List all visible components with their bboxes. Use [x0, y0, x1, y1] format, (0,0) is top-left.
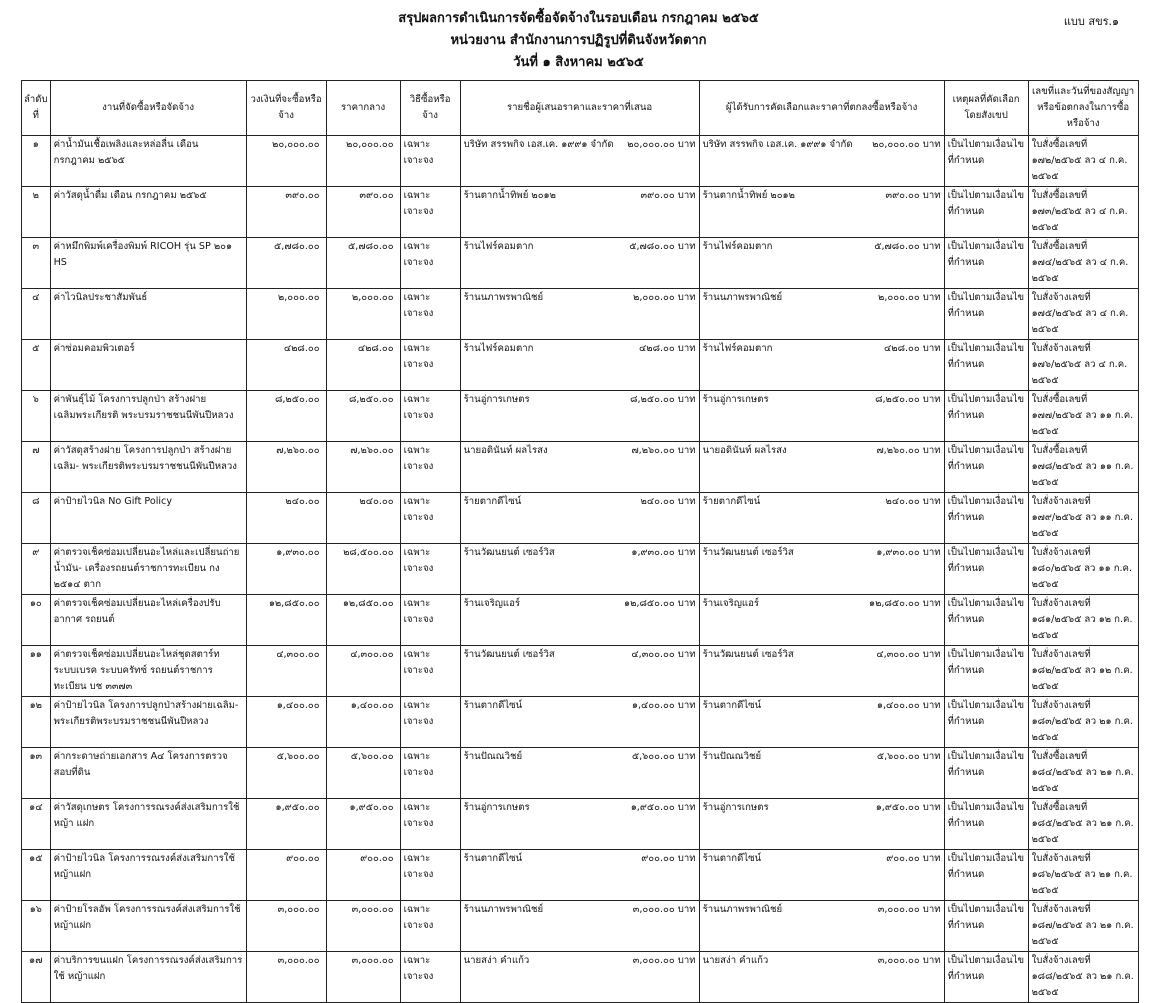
row-item: ค่าป้ายไวนิล No Gift Policy [50, 493, 246, 544]
col-median: ราคากลาง [326, 81, 400, 136]
col-contract: เลขที่และวันที่ของสัญญาหรือข้อตกลงในการซื้อหรือจ้าง [1028, 81, 1138, 136]
row-bidder-cell [460, 340, 699, 391]
row-contract: ใบสั่งจ้างเลขที่ ๑๘๖/๒๕๖๕ ลว ๒๑ ก.ค. ๒๕๖๕ [1028, 850, 1138, 901]
row-bid: ๓๙๐.๐๐ บาท [640, 190, 696, 201]
row-method: เฉพาะเจาะจง [400, 187, 460, 238]
row-win: ๔๒๘.๐๐ บาท [883, 343, 941, 354]
row-budget: ๕,๗๘๐.๐๐ [246, 238, 326, 289]
row-bidder: ร้านตากดีไซน์ [463, 700, 523, 711]
row-bidder-cell [460, 952, 699, 1003]
row-no: ๑๗ [22, 952, 51, 1003]
row-median: ๔,๓๐๐.๐๐ [326, 646, 400, 697]
form-code: แบบ สขร.๑ [1063, 15, 1119, 28]
row-bidder-cell [460, 646, 699, 697]
row-bidder: ร้านไฟร์คอมตาก [463, 241, 534, 252]
row-bid: ๔,๓๐๐.๐๐ บาท [631, 649, 696, 660]
row-bid: ๕,๗๘๐.๐๐ บาท [629, 241, 696, 252]
row-bidder: ร้านวัฒนยนต์ เซอร์วิส [463, 649, 555, 660]
row-contract: ใบสั่งจ้างเลขที่ ๑๘๓/๒๕๖๕ ลว ๒๑ ก.ค. ๒๕๖๕ [1028, 697, 1138, 748]
row-win: ๕,๖๐๐.๐๐ บาท [876, 751, 941, 762]
row-bid: ๑,๙๓๐.๐๐ บาท [631, 547, 696, 558]
row-win: ๔,๓๐๐.๐๐ บาท [876, 649, 941, 660]
row-winner: ร้านนภาพรพาณิชย์ [702, 904, 783, 915]
table-row [22, 544, 1139, 595]
row-budget: ๓๙๐.๐๐ [246, 187, 326, 238]
row-bid: ๑๒,๘๕๐.๐๐ บาท [624, 598, 696, 609]
row-reason: เป็นไปตามเงื่อนไขที่กำหนด [944, 697, 1028, 748]
row-reason: เป็นไปตามเงื่อนไขที่กำหนด [944, 238, 1028, 289]
row-item: ค่าป้ายไวนิล โครงการรณรงค์ส่งเสริมการใช้หญ้าแฝก [50, 850, 246, 901]
row-winner: ร้านอู่การเกษตร [702, 802, 769, 813]
row-item: ค่าบริการขนแฝก โครงการรณรงค์ส่งเสริมการใช้ หญ้าแฝก [50, 952, 246, 1003]
row-win: ๓๙๐.๐๐ บาท [885, 190, 941, 201]
agency-name: หน่วยงาน สำนักงานการปฏิรูปที่ดินจังหวัดตาก [450, 33, 707, 48]
table-row [22, 850, 1139, 901]
row-no: ๒ [22, 187, 51, 238]
row-method: เฉพาะเจาะจง [400, 289, 460, 340]
row-bidder-cell [460, 544, 699, 595]
row-winner: นายอดินันท์ ผลไรสง [702, 445, 787, 456]
row-reason: เป็นไปตามเงื่อนไขที่กำหนด [944, 340, 1028, 391]
row-bidder-cell [460, 697, 699, 748]
col-bidders: รายชื่อผู้เสนอราคาและราคาที่เสนอ [460, 81, 699, 136]
row-winner: ร้านตากน้ำทิพย์ ๒๐๑๒ [702, 190, 795, 201]
row-winner: ร้านนภาพรพาณิชย์ [702, 292, 783, 303]
row-bidder: ร้านปัณณวิชย์ [463, 751, 523, 762]
row-win: ๑,๙๓๐.๐๐ บาท [876, 547, 941, 558]
row-budget: ๒๐,๐๐๐.๐๐ [246, 136, 326, 187]
row-method: เฉพาะเจาะจง [400, 697, 460, 748]
row-budget: ๑๒,๘๕๐.๐๐ [246, 595, 326, 646]
row-budget: ๒,๐๐๐.๐๐ [246, 289, 326, 340]
row-reason: เป็นไปตามเงื่อนไขที่กำหนด [944, 952, 1028, 1003]
procurement-table [21, 80, 1139, 1003]
row-win: ๒๔๐.๐๐ บาท [885, 496, 941, 507]
row-bidder-cell [460, 442, 699, 493]
row-median: ๘,๒๕๐.๐๐ [326, 391, 400, 442]
row-contract: ใบสั่งซื้อเลขที่ ๑๗๗/๒๕๖๕ ลว ๑๑ ก.ค. ๒๕๖๕ [1028, 391, 1138, 442]
table-row [22, 748, 1139, 799]
row-win: ๑๒,๘๕๐.๐๐ บาท [869, 598, 941, 609]
table-row [22, 136, 1139, 187]
row-contract: ใบสั่งจ้างเลขที่ ๑๘๐/๒๕๖๕ ลว ๑๑ ก.ค. ๒๕๖๕ [1028, 544, 1138, 595]
procurement-table-wrap [21, 80, 1139, 1003]
row-budget: ๙๐๐.๐๐ [246, 850, 326, 901]
row-win: ๘,๒๕๐.๐๐ บาท [875, 394, 941, 405]
row-bidder-cell [460, 238, 699, 289]
row-winner-cell [699, 442, 944, 493]
row-budget: ๔,๓๐๐.๐๐ [246, 646, 326, 697]
row-median: ๙๐๐.๐๐ [326, 850, 400, 901]
row-item: ค่าวัสดุเกษตร โครงการรณรงค์ส่งเสริมการใช้หญ้า แฝก [50, 799, 246, 850]
row-bidder: ร้านตากดีไซน์ [463, 853, 523, 864]
table-row [22, 952, 1139, 1003]
row-winner-cell [699, 187, 944, 238]
row-winner-cell [699, 544, 944, 595]
row-win: ๓,๐๐๐.๐๐ บาท [877, 955, 941, 966]
row-reason: เป็นไปตามเงื่อนไขที่กำหนด [944, 289, 1028, 340]
row-item: ค่ากระดาษถ่ายเอกสาร A๔ โครงการตรวจสอบที่ดิน [50, 748, 246, 799]
row-no: ๑ [22, 136, 51, 187]
row-contract: ใบสั่งซื้อเลขที่ ๑๘๔/๒๕๖๕ ลว ๒๑ ก.ค. ๒๕๖๕ [1028, 748, 1138, 799]
row-bid: ๑,๙๕๐.๐๐ บาท [630, 802, 696, 813]
row-method: เฉพาะเจาะจง [400, 493, 460, 544]
row-median: ๑,๔๐๐.๐๐ [326, 697, 400, 748]
table-row [22, 238, 1139, 289]
row-contract: ใบสั่งซื้อเลขที่ ๑๘๕/๒๕๖๕ ลว ๒๑ ก.ค. ๒๕๖๕ [1028, 799, 1138, 850]
row-budget: ๓,๐๐๐.๐๐ [246, 901, 326, 952]
row-contract: ใบสั่งจ้างเลขที่ ๑๗๖/๒๕๖๕ ลว ๔ ก.ค. ๒๕๖๕ [1028, 340, 1138, 391]
row-no: ๘ [22, 493, 51, 544]
row-reason: เป็นไปตามเงื่อนไขที่กำหนด [944, 748, 1028, 799]
row-bidder: ร้ายตากดีไซน์ [463, 496, 522, 507]
row-method: เฉพาะเจาะจง [400, 799, 460, 850]
table-row [22, 901, 1139, 952]
row-contract: ใบสั่งจ้างเลขที่ ๑๘๘/๒๕๖๕ ลว ๒๑ ก.ค. ๒๕๖๕ [1028, 952, 1138, 1003]
report-date: วันที่ ๑ สิงหาคม ๒๕๖๕ [513, 55, 644, 70]
table-row [22, 391, 1139, 442]
row-no: ๓ [22, 238, 51, 289]
row-item: ค่าหมึกพิมพ์เครื่องพิมพ์ RICOH รุ่น SP ๒๐๑ HS [50, 238, 246, 289]
row-winner-cell [699, 952, 944, 1003]
row-median: ๑๒,๘๕๐.๐๐ [326, 595, 400, 646]
row-contract: ใบสั่งซื้อเลขที่ ๑๗๓/๒๕๖๕ ลว ๔ ก.ค. ๒๕๖๕ [1028, 187, 1138, 238]
row-median: ๓,๐๐๐.๐๐ [326, 901, 400, 952]
row-win: ๑,๙๕๐.๐๐ บาท [875, 802, 941, 813]
row-winner-cell [699, 748, 944, 799]
row-winner: นายสง่า คำแก้ว [702, 955, 769, 966]
row-item: ค่าน้ำมันเชื้อเพลิงและหล่อลื่น เดือน กรกฎาคม ๒๕๖๕ [50, 136, 246, 187]
row-median: ๗,๒๖๐.๐๐ [326, 442, 400, 493]
table-row [22, 289, 1139, 340]
row-no: ๑๑ [22, 646, 51, 697]
row-bidder-cell [460, 595, 699, 646]
row-no: ๑๕ [22, 850, 51, 901]
table-row [22, 646, 1139, 697]
row-winner: ร้านไฟร์คอมตาก [702, 241, 773, 252]
row-budget: ๑,๙๓๐.๐๐ [246, 544, 326, 595]
row-method: เฉพาะเจาะจง [400, 901, 460, 952]
table-row [22, 442, 1139, 493]
row-bidder: ร้านอู่การเกษตร [463, 802, 530, 813]
row-bid: ๒,๐๐๐.๐๐ บาท [633, 292, 696, 303]
row-reason: เป็นไปตามเงื่อนไขที่กำหนด [944, 901, 1028, 952]
row-winner-cell [699, 697, 944, 748]
row-median: ๑,๙๕๐.๐๐ [326, 799, 400, 850]
row-item: ค่าซ่อมคอมพิวเตอร์ [50, 340, 246, 391]
row-winner: ร้านตากดีไซน์ [702, 853, 762, 864]
row-budget: ๗,๒๖๐.๐๐ [246, 442, 326, 493]
row-bidder: ร้านตากน้ำทิพย์ ๒๐๑๒ [463, 190, 556, 201]
row-item: ค่าวัสดุสร้างฝาย โครงการปลูกป่า สร้างฝายเฉลิม- พระเกียรติพระบรมราชชนนีพันปีหลวง [50, 442, 246, 493]
row-item: ค่าตรวจเช็คซ่อมเปลี่ยนอะไหล่และเปลี่ยนถ่ายน้ำมัน- เครื่องรถยนต์ราชการทะเบียน กง ๒๕๑๔ ตาก [50, 544, 246, 595]
row-winner: ร้านเจริญแอร์ [702, 598, 760, 609]
row-median: ๕,๖๐๐.๐๐ [326, 748, 400, 799]
row-bidder: ร้านนภาพรพาณิชย์ [463, 904, 544, 915]
row-bid: ๙๐๐.๐๐ บาท [641, 853, 696, 864]
col-item: งานที่จัดซื้อหรือจัดจ้าง [50, 81, 246, 136]
row-winner-cell [699, 493, 944, 544]
row-bidder-cell [460, 187, 699, 238]
row-contract: ใบสั่งซื้อเลขที่ ๑๗๘/๒๕๖๕ ลว ๑๑ ก.ค. ๒๕๖๕ [1028, 442, 1138, 493]
row-budget: ๕,๖๐๐.๐๐ [246, 748, 326, 799]
row-reason: เป็นไปตามเงื่อนไขที่กำหนด [944, 595, 1028, 646]
row-bidder-cell [460, 901, 699, 952]
row-bidder-cell [460, 289, 699, 340]
row-contract: ใบสั่งจ้างเลขที่ ๑๗๕/๒๕๖๕ ลว ๔ ก.ค. ๒๕๖๕ [1028, 289, 1138, 340]
row-median: ๕,๗๘๐.๐๐ [326, 238, 400, 289]
row-item: ค่าวัสดุน้ำดื่ม เดือน กรกฎาคม ๒๕๖๕ [50, 187, 246, 238]
row-bidder: บริษัท สรรพกิจ เอส.เค. ๑๙๙๑ จำกัด [463, 139, 614, 150]
row-no: ๗ [22, 442, 51, 493]
row-bidder: ร้านไฟร์คอมตาก [463, 343, 534, 354]
report-title: สรุปผลการดำเนินการจัดซื้อจัดจ้างในรอบเดือน กรกฎาคม ๒๕๖๕ [398, 11, 759, 26]
row-median: ๓,๐๐๐.๐๐ [326, 952, 400, 1003]
table-row [22, 340, 1139, 391]
row-method: เฉพาะเจาะจง [400, 442, 460, 493]
row-no: ๙ [22, 544, 51, 595]
row-win: ๒๐,๐๐๐.๐๐ บาท [872, 139, 941, 150]
row-contract: ใบสั่งจ้างเลขที่ ๑๘๒/๒๕๖๕ ลว ๑๒ ก.ค. ๒๕๖๕ [1028, 646, 1138, 697]
row-no: ๑๒ [22, 697, 51, 748]
row-bid: ๕,๖๐๐.๐๐ บาท [631, 751, 696, 762]
row-method: เฉพาะเจาะจง [400, 340, 460, 391]
col-budget: วงเงินที่จะซื้อหรือจ้าง [246, 81, 326, 136]
row-bidder: ร้านวัฒนยนต์ เซอร์วิส [463, 547, 555, 558]
row-no: ๕ [22, 340, 51, 391]
row-bid: ๒๔๐.๐๐ บาท [640, 496, 696, 507]
row-bid: ๓,๐๐๐.๐๐ บาท [632, 955, 696, 966]
row-median: ๓๙๐.๐๐ [326, 187, 400, 238]
row-bidder-cell [460, 493, 699, 544]
row-bid: ๒๐,๐๐๐.๐๐ บาท [627, 139, 696, 150]
row-median: ๒๔๐.๐๐ [326, 493, 400, 544]
row-bid: ๓,๐๐๐.๐๐ บาท [632, 904, 696, 915]
row-bidder-cell [460, 748, 699, 799]
row-contract: ใบสั่งจ้างเลขที่ ๑๘๗/๒๕๖๕ ลว ๒๑ ก.ค. ๒๕๖๕ [1028, 901, 1138, 952]
col-method: วิธีซื้อหรือจ้าง [400, 81, 460, 136]
row-budget: ๒๔๐.๐๐ [246, 493, 326, 544]
row-contract: ใบสั่งจ้างเลขที่ ๑๗๙/๒๕๖๕ ลว ๑๑ ก.ค. ๒๕๖๕ [1028, 493, 1138, 544]
row-method: เฉพาะเจาะจง [400, 646, 460, 697]
row-no: ๑๔ [22, 799, 51, 850]
row-contract: ใบสั่งซื้อเลขที่ ๑๗๒/๒๕๖๕ ลว ๔ ก.ค. ๒๕๖๕ [1028, 136, 1138, 187]
row-median: ๒๘,๕๐๐.๐๐ [326, 544, 400, 595]
row-item: ค่าไวนิลประชาสัมพันธ์ [50, 289, 246, 340]
row-winner-cell [699, 646, 944, 697]
row-win: ๕,๗๘๐.๐๐ บาท [874, 241, 941, 252]
row-bidder: ร้านอู่การเกษตร [463, 394, 530, 405]
row-bid: ๘,๒๕๐.๐๐ บาท [630, 394, 696, 405]
row-winner: ร้านไฟร์คอมตาก [702, 343, 773, 354]
row-bidder: ร้านเจริญแอร์ [463, 598, 521, 609]
row-contract: ใบสั่งซื้อเลขที่ ๑๗๔/๒๕๖๕ ลว ๔ ก.ค. ๒๕๖๕ [1028, 238, 1138, 289]
row-reason: เป็นไปตามเงื่อนไขที่กำหนด [944, 493, 1028, 544]
col-no: ลำดับที่ [22, 81, 51, 136]
row-winner: ร้ายตากดีไซน์ [702, 496, 761, 507]
row-bidder: นายอดินันท์ ผลไรสง [463, 445, 548, 456]
row-win: ๗,๒๖๐.๐๐ บาท [876, 445, 941, 456]
row-no: ๑๖ [22, 901, 51, 952]
row-winner-cell [699, 289, 944, 340]
row-method: เฉพาะเจาะจง [400, 238, 460, 289]
row-median: ๔๒๘.๐๐ [326, 340, 400, 391]
row-winner: ร้านตากดีไซน์ [702, 700, 762, 711]
row-budget: ๔๒๘.๐๐ [246, 340, 326, 391]
table-row [22, 799, 1139, 850]
row-reason: เป็นไปตามเงื่อนไขที่กำหนด [944, 646, 1028, 697]
row-contract: ใบสั่งจ้างเลขที่ ๑๘๑/๒๕๖๕ ลว ๑๒ ก.ค. ๒๕๖๕ [1028, 595, 1138, 646]
row-bidder-cell [460, 799, 699, 850]
row-winner-cell [699, 391, 944, 442]
row-bid: ๑,๔๐๐.๐๐ บาท [631, 700, 696, 711]
row-reason: เป็นไปตามเงื่อนไขที่กำหนด [944, 544, 1028, 595]
row-win: ๙๐๐.๐๐ บาท [886, 853, 941, 864]
row-reason: เป็นไปตามเงื่อนไขที่กำหนด [944, 799, 1028, 850]
row-bidder: ร้านนภาพรพาณิชย์ [463, 292, 544, 303]
row-bid: ๔๒๘.๐๐ บาท [638, 343, 696, 354]
row-winner: ร้านวัฒนยนต์ เซอร์วิส [702, 649, 794, 660]
row-reason: เป็นไปตามเงื่อนไขที่กำหนด [944, 187, 1028, 238]
row-winner: บริษัท สรรพกิจ เอส.เค. ๑๙๙๑ จำกัด [702, 139, 853, 150]
row-method: เฉพาะเจาะจง [400, 136, 460, 187]
row-item: ค่าป้ายโรลอัพ โครงการรณรงค์ส่งเสริมการใช้หญ้าแฝก [50, 901, 246, 952]
row-winner: ร้านปัณณวิชย์ [702, 751, 762, 762]
row-method: เฉพาะเจาะจง [400, 595, 460, 646]
row-method: เฉพาะเจาะจง [400, 850, 460, 901]
row-no: ๖ [22, 391, 51, 442]
row-win: ๓,๐๐๐.๐๐ บาท [877, 904, 941, 915]
report-header [0, 8, 1157, 74]
row-median: ๒,๐๐๐.๐๐ [326, 289, 400, 340]
row-reason: เป็นไปตามเงื่อนไขที่กำหนด [944, 850, 1028, 901]
row-bidder-cell [460, 850, 699, 901]
row-item: ค่าป้ายไวนิล โครงการปลูกป่าสร้างฝายเฉลิม- พระเกียรติพระบรมราชชนนีพันปีหลวง [50, 697, 246, 748]
col-reason: เหตุผลที่คัดเลือกโดยสังเขป [944, 81, 1028, 136]
row-winner-cell [699, 901, 944, 952]
row-winner: ร้านอู่การเกษตร [702, 394, 769, 405]
row-method: เฉพาะเจาะจง [400, 391, 460, 442]
header-row [22, 81, 1139, 136]
row-reason: เป็นไปตามเงื่อนไขที่กำหนด [944, 391, 1028, 442]
table-row [22, 493, 1139, 544]
row-winner: ร้านวัฒนยนต์ เซอร์วิส [702, 547, 794, 558]
row-reason: เป็นไปตามเงื่อนไขที่กำหนด [944, 442, 1028, 493]
table-body [22, 136, 1139, 1003]
row-no: ๔ [22, 289, 51, 340]
row-budget: ๑,๙๕๐.๐๐ [246, 799, 326, 850]
row-winner-cell [699, 340, 944, 391]
row-winner-cell [699, 136, 944, 187]
row-no: ๑๓ [22, 748, 51, 799]
row-bidder-cell [460, 136, 699, 187]
row-budget: ๘,๒๕๐.๐๐ [246, 391, 326, 442]
row-bid: ๗,๒๖๐.๐๐ บาท [631, 445, 696, 456]
row-winner-cell [699, 850, 944, 901]
row-win: ๑,๔๐๐.๐๐ บาท [876, 700, 941, 711]
row-method: เฉพาะเจาะจง [400, 952, 460, 1003]
table-row [22, 595, 1139, 646]
row-winner-cell [699, 799, 944, 850]
row-winner-cell [699, 238, 944, 289]
row-item: ค่าพันธุ์ไม้ โครงการปลูกป่า สร้างฝายเฉลิมพระเกียรติ พระบรมราชชนนีพันปีหลวง [50, 391, 246, 442]
row-win: ๒,๐๐๐.๐๐ บาท [878, 292, 941, 303]
row-budget: ๓,๐๐๐.๐๐ [246, 952, 326, 1003]
row-reason: เป็นไปตามเงื่อนไขที่กำหนด [944, 136, 1028, 187]
row-item: ค่าตรวจเช็คซ่อมเปลี่ยนอะไหล่ชุดสตาร์ท ระบบเบรค ระบบครัทซ์ รถยนต์ราชการทะเบียน บช ๓๓๗๓ [50, 646, 246, 697]
table-row [22, 187, 1139, 238]
row-bidder: นายสง่า คำแก้ว [463, 955, 530, 966]
row-median: ๒๐,๐๐๐.๐๐ [326, 136, 400, 187]
row-no: ๑๐ [22, 595, 51, 646]
row-bidder-cell [460, 391, 699, 442]
row-method: เฉพาะเจาะจง [400, 748, 460, 799]
row-budget: ๑,๔๐๐.๐๐ [246, 697, 326, 748]
table-row [22, 697, 1139, 748]
row-winner-cell [699, 595, 944, 646]
row-item: ค่าตรวจเช็คซ่อมเปลี่ยนอะไหล่เครื่องปรับอากาศ รถยนต์ [50, 595, 246, 646]
row-method: เฉพาะเจาะจง [400, 544, 460, 595]
col-winner: ผู้ได้รับการคัดเลือกและราคาที่ตกลงซื้อหรือจ้าง [699, 81, 944, 136]
